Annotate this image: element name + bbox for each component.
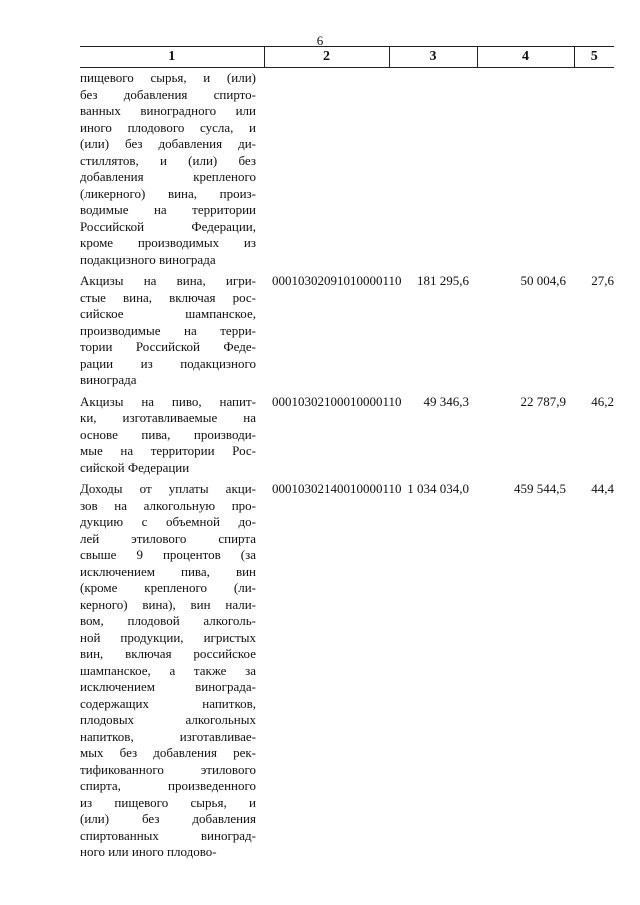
description-line: ной продукции, игристых: [80, 629, 256, 645]
actual-cell: 50 004,6: [520, 273, 566, 288]
description-line: стые вина, включая рос-: [80, 289, 256, 305]
description-line: иного плодового сусла, и: [80, 119, 256, 135]
actual-cell: 22 787,9: [520, 393, 566, 409]
description-line: дукцию с объемной до-: [80, 514, 256, 529]
description-line: керного) вина), вин нали-: [80, 596, 256, 612]
plan-cell: 49 346,3: [423, 393, 469, 409]
table-row: [80, 476, 614, 861]
page-number: 6: [316, 33, 324, 48]
description-line: ного или иного плодово-: [80, 844, 217, 859]
table-row: [80, 68, 614, 269]
plan-cell: 1 034 034,0: [407, 481, 469, 496]
plan-cell: 181 295,6: [417, 273, 469, 288]
percent-cell: 44,4: [591, 481, 614, 496]
description-line: вом, плодовой алкоголь-: [80, 613, 256, 628]
description-line: исключением винограда-: [80, 679, 256, 694]
description-line: подакцизного винограда: [80, 251, 216, 267]
description-line: свыше 9 процентов (за: [80, 547, 256, 562]
description-line: рации из подакцизного: [80, 355, 256, 371]
description-cell: [80, 476, 264, 861]
description-line: водимые на территории: [80, 202, 256, 217]
percent-cell: 27,6: [591, 273, 614, 288]
description-line: ванных виноградного или: [80, 103, 256, 118]
header-row: [80, 47, 614, 68]
description-line: пищевого сырья, и (или): [80, 70, 256, 85]
table-row: [80, 389, 614, 477]
actual-cell: [477, 68, 574, 269]
description-line: стиллятов, и (или) без: [80, 152, 256, 168]
column-header: 1: [80, 47, 264, 68]
description-line: добавления крепленого: [80, 169, 256, 184]
description-line: зов на алкогольную про-: [80, 497, 256, 513]
description-line: (или) без добавления: [80, 811, 256, 826]
column-header: 3: [389, 47, 477, 68]
column-header: 4: [477, 47, 574, 68]
plan-cell: [389, 68, 477, 269]
actual-cell: 459 544,5: [514, 481, 566, 496]
description-line: без добавления спирто-: [80, 86, 256, 102]
percent-cell: 46,2: [591, 393, 614, 409]
description-line: (ликерного) вина, произ-: [80, 185, 256, 201]
code-cell: [264, 68, 389, 269]
description-line: Российской Федерации,: [80, 218, 256, 234]
description-line: исключением пива, вин: [80, 563, 256, 579]
code-cell: 00010302140010000110: [272, 481, 402, 496]
revenue-table: [80, 46, 614, 861]
code-cell: 00010302091010000110: [272, 273, 402, 288]
code-cell: 00010302100010000110: [272, 393, 402, 409]
description-line: (кроме крепленого (ли-: [80, 580, 256, 595]
description-line: из пищевого сырья, и: [80, 794, 256, 810]
description-cell: [80, 268, 264, 389]
description-line: содержащих напитков,: [80, 695, 256, 711]
description-line: сийское шампанское,: [80, 306, 256, 321]
description-line: тории Российской Феде-: [80, 339, 256, 354]
description-line: ки, изготавливаемые на: [80, 410, 256, 425]
column-header: 5: [574, 47, 614, 68]
description-line: основе пива, производи-: [80, 426, 256, 442]
description-line: кроме производимых из: [80, 235, 256, 250]
description-line: шампанское, а также за: [80, 662, 256, 678]
description-line: вин, включая российское: [80, 646, 256, 661]
description-line: винограда: [80, 372, 137, 387]
description-line: Акцизы на вина, игри-: [80, 273, 256, 288]
description-line: Акцизы на пиво, напит-: [80, 393, 256, 409]
column-header: 2: [264, 47, 389, 68]
description-line: мых без добавления рек-: [80, 745, 256, 760]
description-line: (или) без добавления ди-: [80, 136, 256, 151]
description-line: производимые на терри-: [80, 322, 256, 338]
description-line: спиртованных виноград-: [80, 827, 256, 843]
description-line: Доходы от уплаты акци-: [80, 481, 256, 496]
description-line: спирта, произведенного: [80, 778, 256, 793]
description-line: мые на территории Рос-: [80, 443, 256, 458]
description-line: тификованного этилового: [80, 761, 256, 777]
description-line: лей этилового спирта: [80, 530, 256, 546]
description-line: сийской Федерации: [80, 459, 190, 475]
table-row: [80, 268, 614, 389]
description-cell: [80, 389, 264, 477]
percent-cell: [574, 68, 614, 269]
table-body: [80, 68, 614, 861]
description-line: напитков, изготавливае-: [80, 728, 256, 744]
description-line: плодовых алкогольных: [80, 712, 256, 727]
description-cell: [80, 68, 264, 269]
